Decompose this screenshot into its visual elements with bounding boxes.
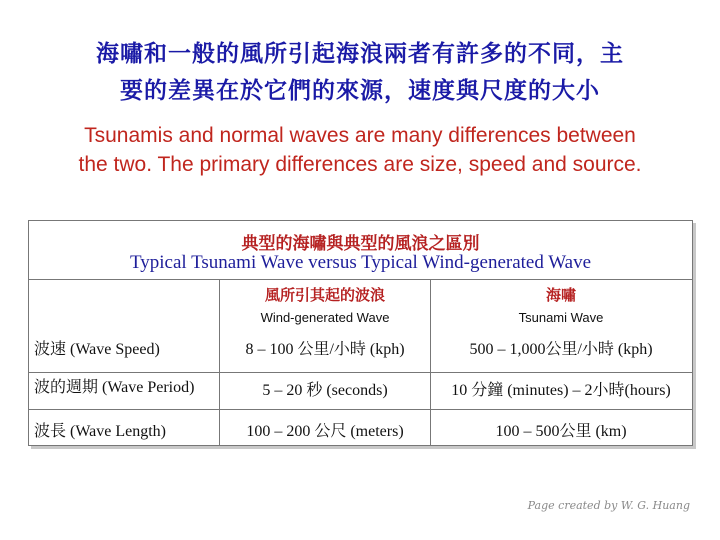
title-chinese-line-1: 海嘯和一般的風所引起海浪兩者有許多的不同，主 <box>96 40 624 67</box>
subtitle-english-line-2: the two. The primary differences are size, speed and source. <box>78 153 642 176</box>
page-credit: Page created by W. G. Huang <box>527 499 690 512</box>
cell-wind-wave-period: 5 – 20 秒 (seconds) <box>262 381 388 399</box>
column-header-en: Wind-generated Wave <box>260 310 390 325</box>
row-label-wave-speed: 波速 (Wave Speed) <box>34 340 160 358</box>
cell-wind-wave-length: 100 – 200 公尺 (meters) <box>246 422 404 440</box>
column-header-tsunami <box>431 285 691 327</box>
cell-tsunami-wave-period: 10 分鐘 (minutes) – 2小時(hours) <box>451 381 671 399</box>
row-label-wave-length: 波長 (Wave Length) <box>34 422 167 440</box>
subtitle-english-line-1: Tsunamis and normal waves are many differences between <box>84 124 636 147</box>
row-label-wave-period: 波的週期 (Wave Period) <box>34 379 195 396</box>
table-title-chinese: 典型的海嘯與典型的風浪之區別 <box>241 234 480 254</box>
cell-wind-wave-speed: 8 – 100 公里/小時 (kph) <box>245 340 405 358</box>
cell-tsunami-wave-length: 100 – 500公里 (km) <box>495 422 627 440</box>
comparison-table <box>28 220 693 446</box>
table-header <box>29 221 692 280</box>
column-header-wind-wave <box>220 285 430 327</box>
column-header-zh: 海嘯 <box>545 286 576 304</box>
cell-tsunami-wave-speed: 500 – 1,000公里/小時 (kph) <box>469 340 653 358</box>
table-title-english: Typical Tsunami Wave versus Typical Wind-generated Wave <box>129 252 592 273</box>
title-chinese-line-2: 要的差異在於它們的來源，速度與尺度的大小 <box>120 77 600 104</box>
column-header-en: Tsunami Wave <box>518 310 604 325</box>
column-header-zh: 風所引其起的波浪 <box>264 286 385 304</box>
